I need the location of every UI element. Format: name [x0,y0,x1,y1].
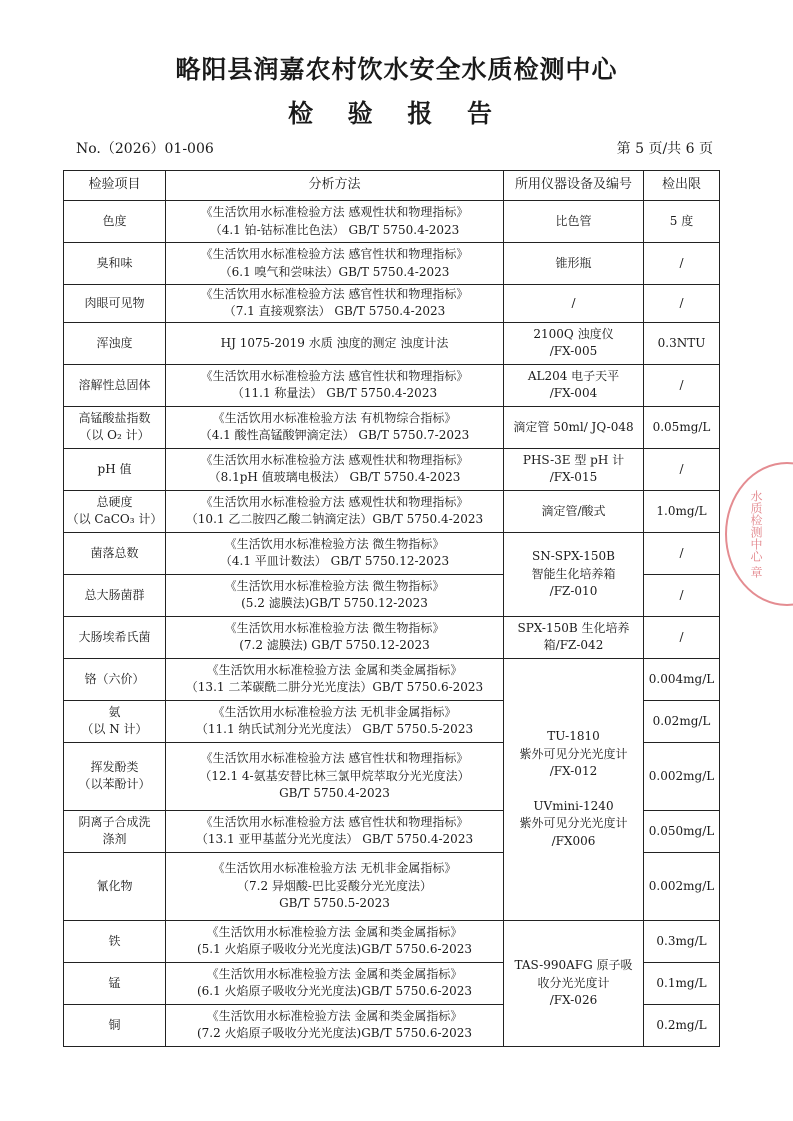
report-title: 检 验 报 告 [287,99,506,128]
cell-line: （12.1 4-氨基安替比林三氯甲烷萃取分光光度法） [199,768,470,783]
cell-line: /FX-015 [549,470,598,485]
column-header-limit: 检出限 [644,171,720,201]
cell-line: (5.2 滤膜法)GB/T 5750.12-2023 [241,596,428,611]
equipment-cell [504,448,644,490]
cell-line: 《生活饮用水标准检验方法 感官性状和物理指标》 [200,751,469,766]
table-row [64,285,720,323]
item-cell [64,406,166,448]
cell-line: PHS-3E 型 pH 计 [522,452,625,467]
page-indicator: 第 5 页/共 6 页 [616,141,713,157]
method-cell [166,742,504,810]
cell-line: 《生活饮用水标准检验方法 无机非金属指标》 [212,861,457,876]
cell-line: 《生活饮用水标准检验方法 感官性状和物理指标》 [200,814,469,829]
cell-line: TAS-990AFG 原子吸 [514,958,633,973]
item-cell [64,700,166,742]
cell-line: /FX006 [551,833,596,848]
method-cell [166,700,504,742]
equipment-cell [504,285,644,323]
cell-line: 挥发酚类 [90,759,139,774]
column-header-item: 检验项目 [64,171,166,201]
inspection-table [63,170,720,1047]
cell-line: （以苯酚计） [78,777,151,792]
cell-line: 滴定管 50ml/ JQ-048 [513,419,634,434]
method-cell [166,406,504,448]
limit-cell: / [644,574,720,616]
stamp-text: 水质检测中心 章 [749,490,763,578]
cell-line: 浑浊度 [96,335,133,350]
table-row [64,201,720,243]
limit-cell: 0.002mg/L [644,852,720,920]
table-row [64,616,720,658]
item-cell [64,364,166,406]
cell-line: 滴定管/酸式 [541,503,606,518]
equipment-cell [504,243,644,285]
item-cell [64,920,166,962]
cell-line: 2100Q 浊度仪 [533,326,614,341]
cell-line: 《生活饮用水标准检验方法 感观性状和物理指标》 [200,494,469,509]
item-cell [64,532,166,574]
cell-line: （4.1 酸性高锰酸钾滴定法） GB/T 5750.7-2023 [199,428,470,443]
cell-line: 铬（六价） [84,671,145,686]
equipment-cell [504,406,644,448]
cell-line: / [571,295,576,310]
item-cell [64,243,166,285]
item-cell [64,448,166,490]
equipment-cell [504,920,644,1046]
cell-line: pH 值 [97,461,132,476]
cell-line: 智能生化培养箱 [531,566,616,581]
cell-line: 氨 [108,704,121,719]
item-cell [64,658,166,700]
table-row [64,406,720,448]
cell-line: 总大肠菌群 [84,587,145,602]
cell-line: 紫外可见分光光度计 [519,816,628,831]
cell-line: TU-1810 [547,729,600,744]
cell-line: （13.1 二苯碳酰二肼分光光度法）GB/T 5750.6-2023 [185,680,484,695]
method-cell [166,810,504,852]
cell-line: （7.1 直接观察法） GB/T 5750.4-2023 [223,304,446,319]
limit-cell: / [644,285,720,323]
cell-line: （以 O₂ 计） [79,428,150,443]
cell-line: 肉眼可见物 [84,295,145,310]
item-cell [64,322,166,364]
cell-line: 《生活饮用水标准检验方法 感官性状和物理指标》 [200,287,469,301]
cell-line: 箱/FZ-042 [543,638,604,653]
item-cell [64,810,166,852]
cell-line: （8.1pH 值玻璃电极法） GB/T 5750.4-2023 [208,470,461,485]
cell-line: SPX-150B 生化培养 [517,620,630,635]
limit-cell: 0.3mg/L [644,920,720,962]
equipment-cell [504,490,644,532]
table-row [64,920,720,962]
cell-line: 《生活饮用水标准检验方法 有机物综合指标》 [212,410,457,425]
cell-line: 总硬度 [96,494,133,509]
cell-line: （10.1 乙二胺四乙酸二钠滴定法）GB/T 5750.4-2023 [185,512,484,527]
limit-cell: / [644,616,720,658]
cell-line: 大肠埃希氏菌 [78,629,151,644]
method-cell [166,962,504,1004]
method-cell [166,920,504,962]
cell-line: /FX-005 [549,344,598,359]
table-row [64,243,720,285]
table-row [64,658,720,700]
item-cell [64,962,166,1004]
table-row [64,322,720,364]
cell-line: /FX-012 [549,764,598,779]
cell-line: 菌落总数 [90,545,139,560]
table-row [64,364,720,406]
limit-cell: / [644,532,720,574]
method-cell [166,1004,504,1046]
cell-line: 溶解性总固体 [78,377,151,392]
cell-line: (6.1 火焰原子吸收分光光度法)GB/T 5750.6-2023 [196,984,473,999]
method-cell [166,532,504,574]
limit-cell: 0.3NTU [644,322,720,364]
item-cell [64,490,166,532]
cell-line: /FZ-010 [549,583,598,598]
limit-cell: 0.050mg/L [644,810,720,852]
method-cell [166,364,504,406]
cell-line: 《生活饮用水标准检验方法 感观性状和物理指标》 [200,452,469,467]
cell-line: 《生活饮用水标准检验方法 金属和类金属指标》 [206,966,463,981]
cell-line: 比色管 [555,213,592,228]
table-header-row [64,171,720,201]
org-title: 略阳县润嘉农村饮水安全水质检测中心 [175,55,618,84]
limit-cell: 0.2mg/L [644,1004,720,1046]
cell-line: 高锰酸盐指数 [78,410,151,425]
cell-line: （4.1 平皿计数法） GB/T 5750.12-2023 [219,554,450,569]
equipment-cell [504,364,644,406]
cell-line: 铁 [108,933,121,948]
cell-line: （11.1 称量法） GB/T 5750.4-2023 [231,386,438,401]
table-row [64,532,720,574]
cell-line: (5.1 火焰原子吸收分光光度法)GB/T 5750.6-2023 [196,942,473,957]
equipment-cell [504,658,644,920]
item-cell [64,574,166,616]
column-header-equipment: 所用仪器设备及编号 [504,171,644,201]
limit-cell: / [644,448,720,490]
method-cell [166,243,504,285]
cell-line: SN-SPX-150B [532,549,615,564]
cell-line [506,781,641,798]
cell-line: （以 CaCO₃ 计） [66,512,163,527]
table-row [64,448,720,490]
cell-line: GB/T 5750.5-2023 [279,895,390,910]
cell-line: 紫外可见分光光度计 [519,746,628,761]
cell-line: (7.2 火焰原子吸收分光光度法)GB/T 5750.6-2023 [196,1026,473,1041]
equipment-cell [504,616,644,658]
limit-cell: 0.02mg/L [644,700,720,742]
equipment-cell [504,201,644,243]
limit-cell: 0.1mg/L [644,962,720,1004]
cell-line: （6.1 嗅气和尝味法）GB/T 5750.4-2023 [219,264,450,279]
method-cell [166,322,504,364]
method-cell [166,201,504,243]
method-cell [166,448,504,490]
cell-line: 《生活饮用水标准检验方法 金属和类金属指标》 [206,662,463,677]
limit-cell: 0.004mg/L [644,658,720,700]
method-cell [166,852,504,920]
limit-cell: 0.05mg/L [644,406,720,448]
cell-line: 《生活饮用水标准检验方法 感官性状和物理指标》 [200,247,469,262]
cell-line: 色度 [102,213,127,228]
limit-cell: 5 度 [644,201,720,243]
cell-line: AL204 电子天平 [527,368,620,383]
method-cell [166,574,504,616]
cell-line: GB/T 5750.4-2023 [279,785,390,800]
cell-line: /FX-026 [549,992,598,1007]
cell-line: UVmini-1240 [533,798,614,813]
method-cell [166,658,504,700]
cell-line: 收分光光度计 [537,975,610,990]
cell-line: 阴离子合成洗 [78,814,151,829]
cell-line: 锥形瓶 [555,255,592,270]
cell-line: HJ 1075-2019 水质 浊度的测定 浊度计法 [220,335,449,350]
cell-line: 氰化物 [96,878,133,893]
cell-line: （4.1 铂-钴标准比色法） GB/T 5750.4-2023 [209,222,460,237]
cell-line: （7.2 异烟酸-巴比妥酸分光光度法） [237,878,432,893]
cell-line: /FX-004 [549,386,598,401]
report-number: No.（2026）01-006 [76,141,214,157]
limit-cell: 0.002mg/L [644,742,720,810]
cell-line: （11.1 纳氏试剂分光光度法） GB/T 5750.5-2023 [195,722,474,737]
limit-cell: / [644,364,720,406]
cell-line: 《生活饮用水标准检验方法 微生物指标》 [224,578,445,593]
equipment-cell [504,532,644,616]
table-row [64,490,720,532]
cell-line: 《生活饮用水标准检验方法 微生物指标》 [224,620,445,635]
cell-line: 臭和味 [96,255,133,270]
item-cell [64,742,166,810]
cell-line: 《生活饮用水标准检验方法 感观性状和物理指标》 [200,205,469,220]
cell-line: 锰 [108,975,121,990]
cell-line: 《生活饮用水标准检验方法 金属和类金属指标》 [206,924,463,939]
method-cell [166,490,504,532]
cell-line: 铜 [108,1017,121,1032]
limit-cell: / [644,243,720,285]
cell-line: 《生活饮用水标准检验方法 无机非金属指标》 [212,704,457,719]
cell-line: （以 N 计） [81,722,148,737]
cell-line: （13.1 亚甲基蓝分光光度法） GB/T 5750.4-2023 [195,832,474,847]
item-cell [64,1004,166,1046]
limit-cell: 1.0mg/L [644,490,720,532]
item-cell [64,616,166,658]
method-cell [166,616,504,658]
item-cell [64,201,166,243]
item-cell [64,285,166,323]
method-cell [166,285,504,323]
cell-line: (7.2 滤膜法) GB/T 5750.12-2023 [239,638,430,653]
equipment-cell [504,322,644,364]
cell-line: 涤剂 [102,832,127,847]
cell-line: 《生活饮用水标准检验方法 金属和类金属指标》 [206,1008,463,1023]
cell-line: 《生活饮用水标准检验方法 微生物指标》 [224,536,445,551]
column-header-method: 分析方法 [166,171,504,201]
item-cell [64,852,166,920]
cell-line: 《生活饮用水标准检验方法 感官性状和物理指标》 [200,368,469,383]
